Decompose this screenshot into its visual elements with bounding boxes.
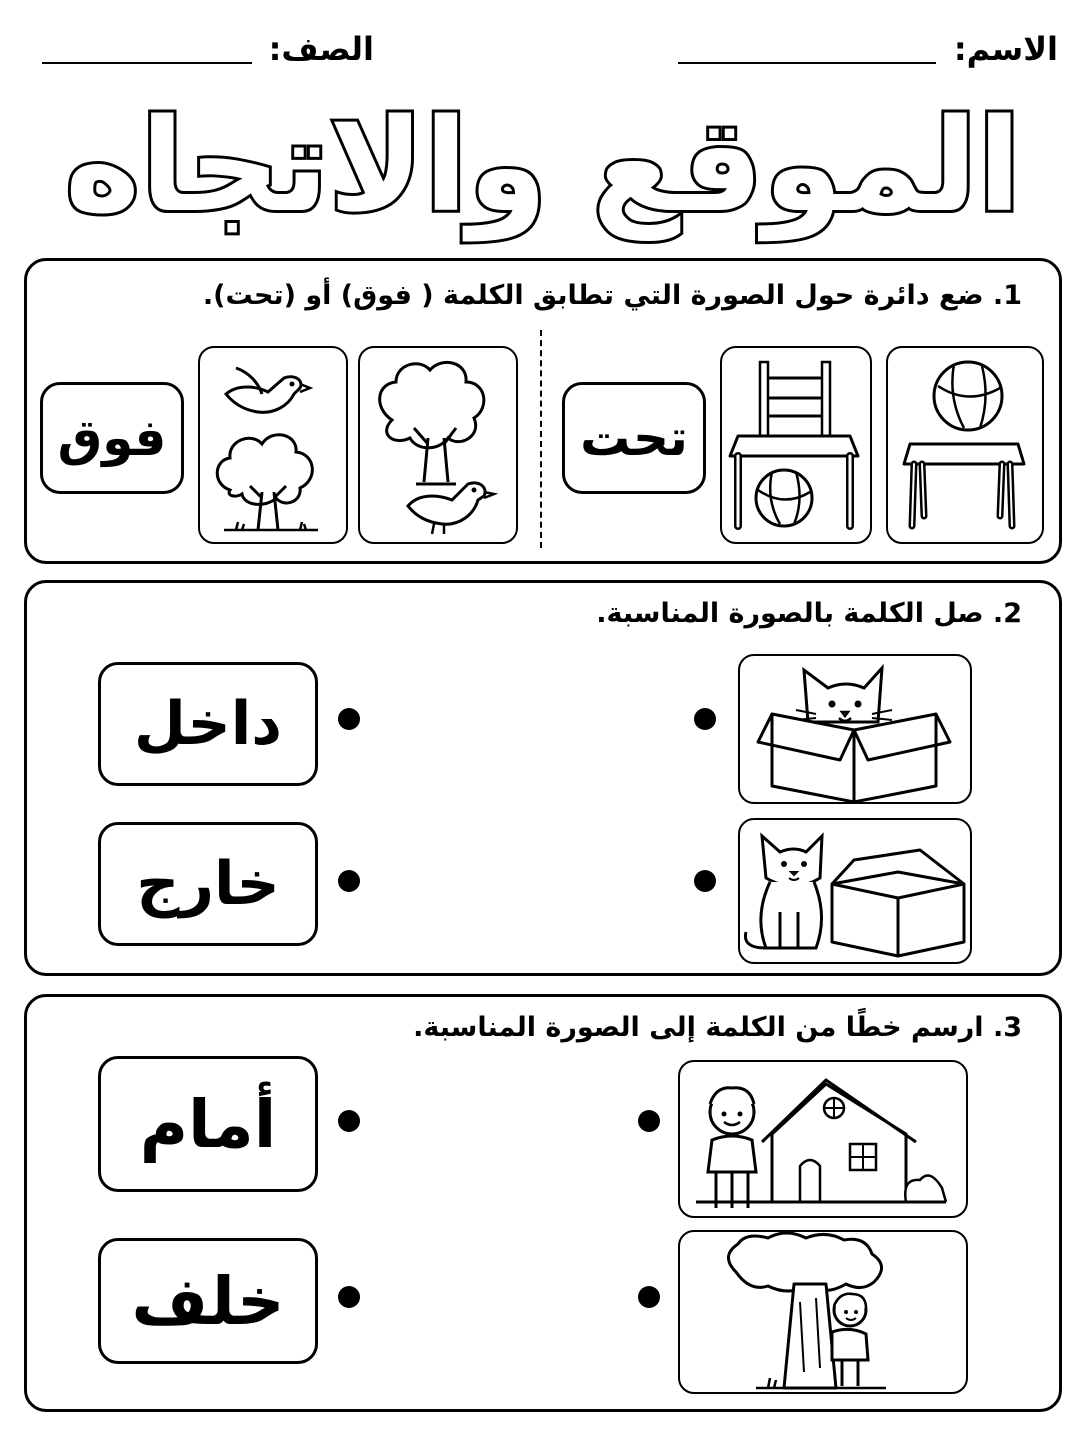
class-label: الصف: [268, 30, 374, 68]
word-under-box: تحت [562, 382, 706, 494]
ball-on-chair-icon[interactable] [886, 346, 1044, 544]
word-over-box: فوق [40, 382, 184, 494]
section-1-divider [540, 330, 542, 548]
cat-outside-box-icon[interactable] [738, 818, 972, 964]
name-field[interactable] [678, 62, 936, 64]
class-field[interactable] [42, 62, 252, 64]
word-outside-box: خارج [98, 822, 318, 946]
q3-word-2-dot[interactable] [338, 1286, 360, 1308]
page-title: الموقع والاتجاه [64, 92, 1022, 241]
name-label: الاسم: [953, 30, 1058, 68]
q2-picture-2-dot[interactable] [694, 870, 716, 892]
q3-picture-1-dot[interactable] [638, 1110, 660, 1132]
boy-in-front-of-house-icon[interactable] [678, 1060, 968, 1218]
boy-behind-tree-icon[interactable] [678, 1230, 968, 1394]
ball-under-chair-icon[interactable] [720, 346, 872, 544]
question-2-instruction: 2. صل الكلمة بالصورة المناسبة. [596, 598, 1022, 629]
word-front-box: أمام [98, 1056, 318, 1192]
q3-picture-2-dot[interactable] [638, 1286, 660, 1308]
q2-word-2-dot[interactable] [338, 870, 360, 892]
q2-picture-1-dot[interactable] [694, 708, 716, 730]
question-1-instruction: 1. ضع دائرة حول الصورة التي تطابق الكلمة ( فوق) أو (تحت). [202, 280, 1022, 311]
bird-over-tree-icon[interactable] [198, 346, 348, 544]
word-inside-box: داخل [98, 662, 318, 786]
question-3-instruction: 3. ارسم خطًا من الكلمة إلى الصورة المناسبة. [413, 1012, 1022, 1043]
q3-word-1-dot[interactable] [338, 1110, 360, 1132]
q2-word-1-dot[interactable] [338, 708, 360, 730]
bird-under-tree-icon[interactable] [358, 346, 518, 544]
word-behind-box: خلف [98, 1238, 318, 1364]
cat-inside-box-icon[interactable] [738, 654, 972, 804]
